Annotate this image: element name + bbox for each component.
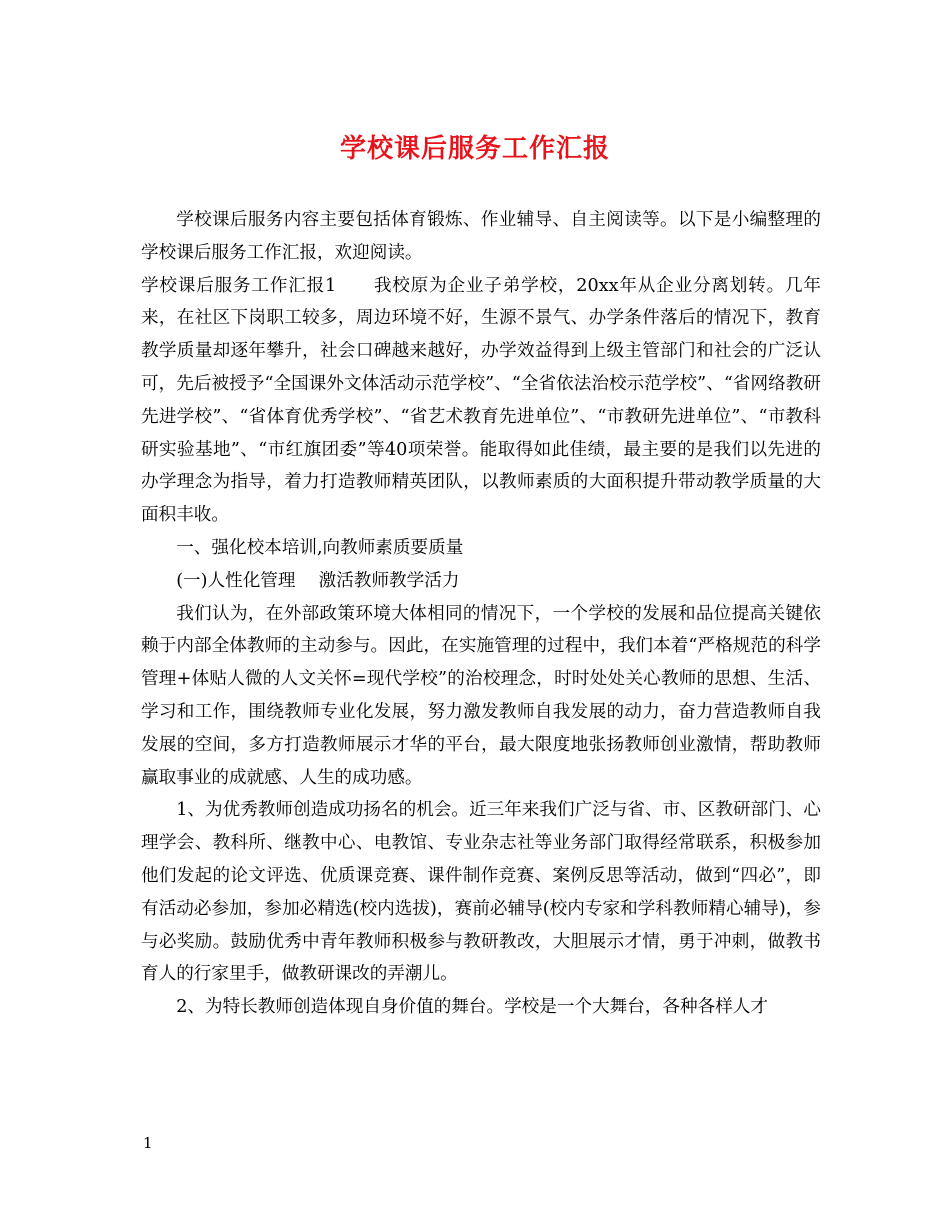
intro-paragraph: 学校课后服务内容主要包括体育锻炼、作业辅导、自主阅读等。以下是小编整理的学校课后服务工作汇报，欢迎阅读。 — [141, 210, 821, 263]
body-paragraph: 2、为特长教师创造体现自身价值的舞台。学校是一个大舞台，各种各样人才 — [176, 997, 768, 1018]
report-1-paragraph: 学校课后服务工作汇报1 我校原为企业子弟学校，20xx年从企业分离划转。几年来，在社区下岗职工较多，周边环境不好，生源不景气、办学条件落后的情况下，教育教学质量却逐年攀升，社会口碑越来越好，办学效益得到上级主管部门和社会的广泛认可，先后被授予“全国课外文体活动示范学校”、“全省依法治校示范学校”、“省网络教研先进学校”、“省体育优秀学校”、“省艺术教育先进单位”、“市教研先进单位”、“市教科研实验基地”、“市红旗团委”等40项荣誉。能取得如此佳绩，最主要的是我们以先进的办学理念为指导，着力打造教师精英团队，以教师素质的大面积提升带动教学质量的大面积丰收。 — [141, 275, 821, 526]
document-body — [141, 204, 821, 1024]
body-paragraph: 1、为优秀教师创造成功扬名的机会。近三年来我们广泛与省、市、区教研部门、心理学会、教科所、继教中心、电教馆、专业杂志社等业务部门取得经常联系，积极参加他们发起的论文评选、优质课竞赛、课件制作竞赛、案例反思等活动，做到“四必”，即有活动必参加，参加必精选(校内选拔)，赛前必辅导(校内专家和学科教师精心辅导)，参与必奖励。鼓励优秀中青年教师积极参与教研教改，大胆展示才情，勇于冲刺，做教书育人的行家里手，做教研课改的弄潮儿。 — [141, 800, 821, 985]
page-number: 1 — [143, 1134, 153, 1152]
section-heading-1: 一、强化校本培训,向教师素质要质量 — [176, 537, 464, 558]
subsection-heading-1: (一)人性化管理 激活教师教学活力 — [176, 570, 460, 591]
document-title: 学校课后服务工作汇报 — [339, 134, 610, 164]
body-paragraph: 我们认为，在外部政策环境大体相同的情况下，一个学校的发展和品位提高关键依赖于内部全体教师的主动参与。因此，在实施管理的过程中，我们本着“严格规范的科学管理+体贴人微的人文关怀=现代学校”的治校理念，时时处处关心教师的思想、生活、学习和工作，围绕教师专业化发展，努力激发教师自我发展的动力，奋力营造教师自我发展的空间，多方打造教师展示才华的平台，最大限度地张扬教师创业激情，帮助教师赢取事业的成就感、人生的成功感。 — [141, 603, 821, 788]
